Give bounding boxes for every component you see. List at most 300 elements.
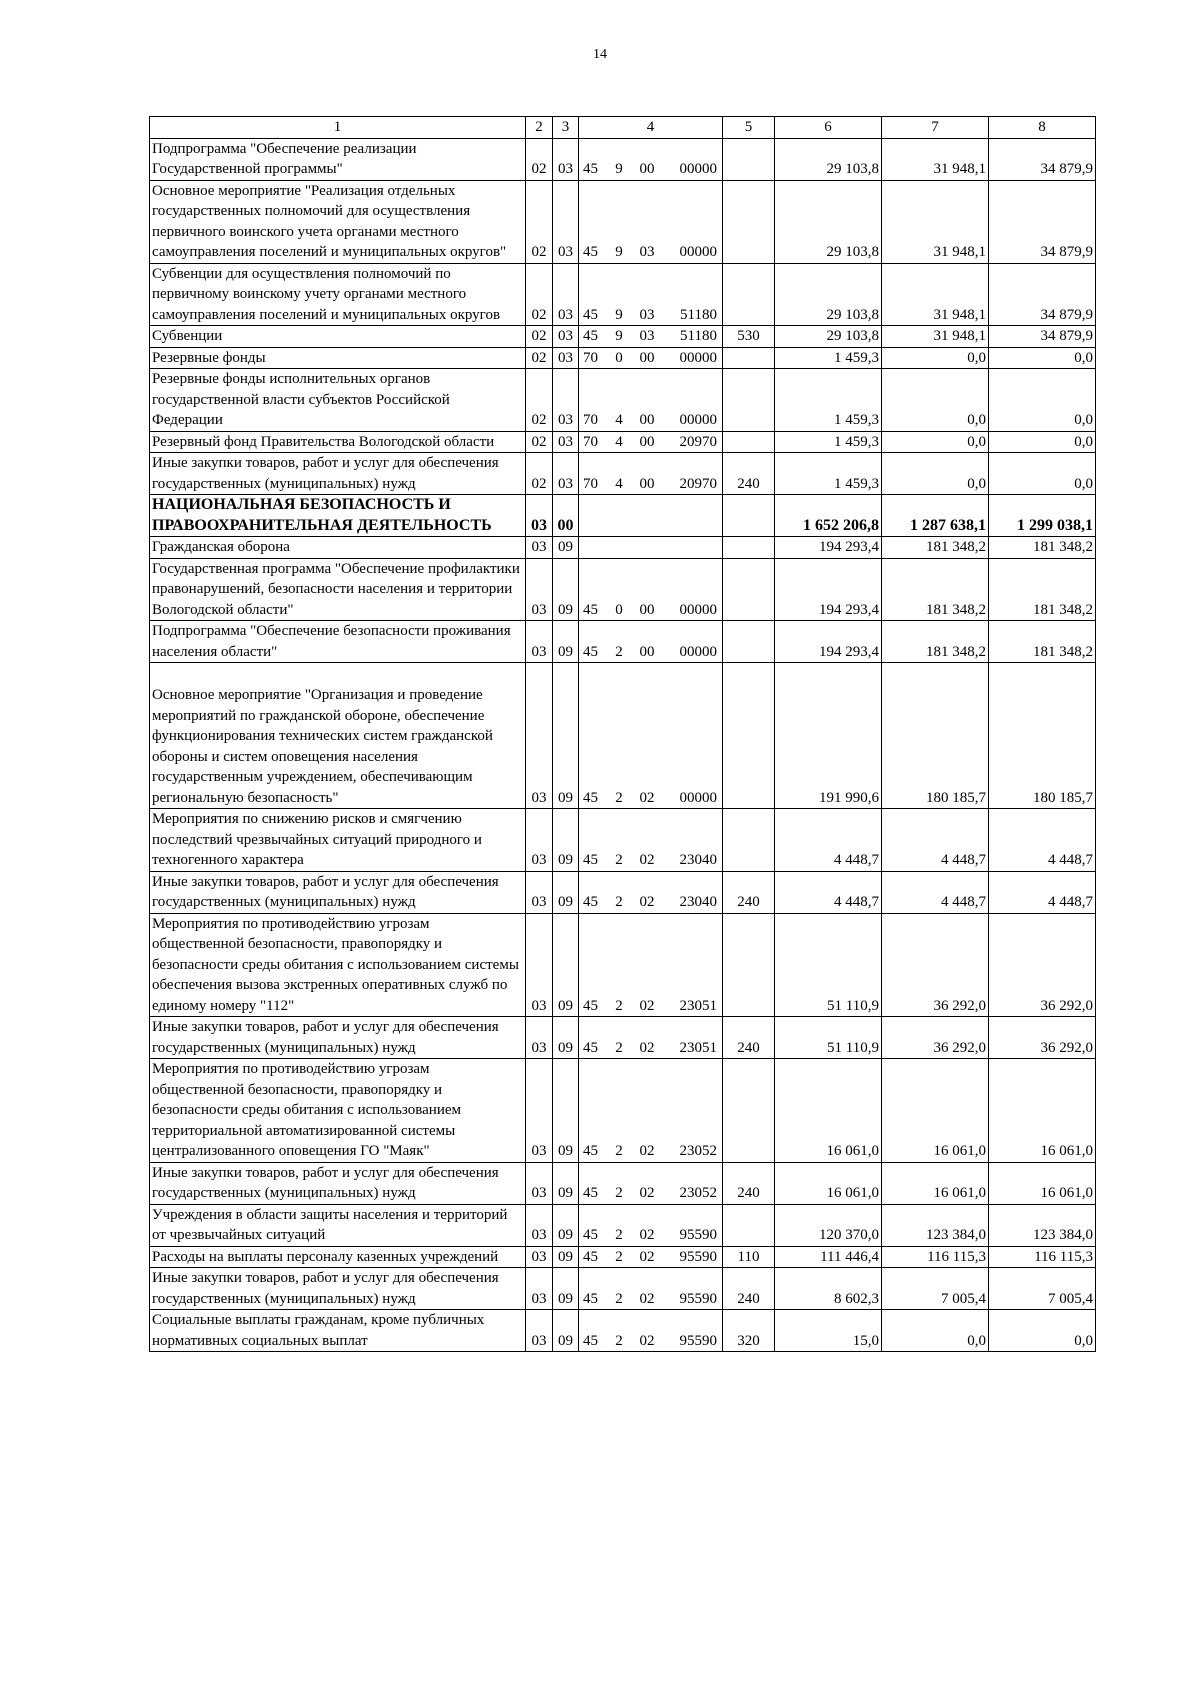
amount-year-1: 29 103,8 bbox=[775, 138, 882, 180]
amount-year-3: 36 292,0 bbox=[989, 1017, 1096, 1059]
section-code: 03 bbox=[526, 871, 553, 913]
header-cell: 4 bbox=[579, 117, 723, 139]
direction-code: 23040 bbox=[679, 894, 717, 910]
program-code: 45 bbox=[583, 328, 598, 344]
header-row bbox=[150, 117, 1096, 139]
event-code: 02 bbox=[639, 1227, 655, 1243]
amount-year-1: 194 293,4 bbox=[775, 537, 882, 559]
expense-type-code bbox=[723, 180, 775, 263]
program-code: 45 bbox=[583, 306, 598, 323]
event-code: 02 bbox=[639, 1185, 655, 1201]
subprogram-code: 4 bbox=[615, 475, 623, 492]
amount-year-3: 1 299 038,1 bbox=[989, 495, 1096, 537]
event-code: 02 bbox=[639, 1143, 655, 1159]
event-code: 00 bbox=[639, 475, 655, 492]
item-name: Социальные выплаты гражданам, кроме публичных нормативных социальных выплат bbox=[150, 1310, 526, 1352]
section-code: 03 bbox=[526, 913, 553, 1017]
subprogram-code: 9 bbox=[615, 244, 623, 260]
direction-code: 23051 bbox=[679, 1039, 717, 1056]
target-article-code bbox=[579, 180, 723, 263]
event-code: 02 bbox=[639, 1248, 655, 1265]
subsection-code: 03 bbox=[553, 369, 579, 432]
expense-type-code: 240 bbox=[723, 1268, 775, 1310]
target-article-code bbox=[579, 263, 723, 326]
table-row bbox=[150, 431, 1096, 453]
table-row bbox=[150, 1246, 1096, 1268]
target-article-code bbox=[579, 558, 723, 621]
amount-year-1: 29 103,8 bbox=[775, 180, 882, 263]
header-cell: 5 bbox=[723, 117, 775, 139]
section-code: 03 bbox=[526, 495, 553, 537]
event-code: 02 bbox=[639, 1332, 655, 1349]
program-code: 45 bbox=[583, 1185, 598, 1201]
subprogram-code: 0 bbox=[615, 601, 623, 618]
subsection-code: 09 bbox=[553, 871, 579, 913]
item-name: Иные закупки товаров, работ и услуг для обеспечения государственных (муниципальных) нужд bbox=[150, 1162, 526, 1204]
subsection-code: 03 bbox=[553, 180, 579, 263]
amount-year-2: 31 948,1 bbox=[882, 263, 989, 326]
amount-year-1: 1 459,3 bbox=[775, 369, 882, 432]
header-cell: 8 bbox=[989, 117, 1096, 139]
target-article-code bbox=[579, 1310, 723, 1352]
amount-year-1: 29 103,8 bbox=[775, 326, 882, 348]
section-code: 02 bbox=[526, 263, 553, 326]
target-article-code bbox=[579, 1204, 723, 1246]
item-name: Резервный фонд Правительства Вологодской области bbox=[150, 431, 526, 453]
item-name: НАЦИОНАЛЬНАЯ БЕЗОПАСНОСТЬ И ПРАВООХРАНИТЕЛЬНАЯ ДЕЯТЕЛЬНОСТЬ bbox=[150, 495, 526, 537]
expense-type-code: 240 bbox=[723, 871, 775, 913]
program-code: 70 bbox=[583, 349, 598, 366]
target-article-code bbox=[579, 369, 723, 432]
amount-year-1: 51 110,9 bbox=[775, 913, 882, 1017]
subsection-code: 09 bbox=[553, 621, 579, 663]
subprogram-code: 2 bbox=[615, 1227, 623, 1243]
direction-code: 23052 bbox=[679, 1185, 717, 1201]
amount-year-2: 4 448,7 bbox=[882, 809, 989, 872]
subsection-code: 09 bbox=[553, 1268, 579, 1310]
event-code: 02 bbox=[639, 789, 655, 806]
header-cell: 6 bbox=[775, 117, 882, 139]
item-name: Иные закупки товаров, работ и услуг для обеспечения государственных (муниципальных) нужд bbox=[150, 871, 526, 913]
subsection-code: 09 bbox=[553, 558, 579, 621]
table-row bbox=[150, 1268, 1096, 1310]
expense-type-code bbox=[723, 347, 775, 369]
subsection-code: 09 bbox=[553, 1059, 579, 1163]
amount-year-1: 8 602,3 bbox=[775, 1268, 882, 1310]
direction-code: 00000 bbox=[679, 244, 717, 260]
program-code: 45 bbox=[583, 894, 598, 910]
table-row bbox=[150, 1162, 1096, 1204]
amount-year-2: 36 292,0 bbox=[882, 913, 989, 1017]
direction-code: 95590 bbox=[679, 1227, 717, 1243]
direction-code: 20970 bbox=[679, 475, 717, 492]
expense-type-code bbox=[723, 663, 775, 809]
subprogram-code: 2 bbox=[615, 643, 623, 660]
subsection-code: 09 bbox=[553, 809, 579, 872]
program-code: 45 bbox=[583, 852, 598, 868]
direction-code: 51180 bbox=[680, 328, 717, 344]
direction-code: 20970 bbox=[679, 433, 717, 450]
subprogram-code: 2 bbox=[615, 1332, 623, 1349]
amount-year-3: 180 185,7 bbox=[989, 663, 1096, 809]
program-code: 45 bbox=[583, 1143, 598, 1159]
amount-year-2: 31 948,1 bbox=[882, 326, 989, 348]
program-code: 45 bbox=[583, 1332, 598, 1349]
target-article-code bbox=[579, 1059, 723, 1163]
table-row bbox=[150, 537, 1096, 559]
expense-type-code bbox=[723, 537, 775, 559]
amount-year-2: 181 348,2 bbox=[882, 621, 989, 663]
event-code: 02 bbox=[639, 1039, 655, 1056]
direction-code: 00000 bbox=[679, 161, 717, 177]
amount-year-3: 16 061,0 bbox=[989, 1162, 1096, 1204]
direction-code: 95590 bbox=[679, 1332, 717, 1349]
section-code: 02 bbox=[526, 180, 553, 263]
target-article-code bbox=[579, 621, 723, 663]
subsection-code: 03 bbox=[553, 326, 579, 348]
amount-year-2: 0,0 bbox=[882, 369, 989, 432]
section-code: 03 bbox=[526, 537, 553, 559]
amount-year-1: 1 652 206,8 bbox=[775, 495, 882, 537]
table-row bbox=[150, 809, 1096, 872]
event-code: 03 bbox=[639, 328, 655, 344]
target-article-code bbox=[579, 871, 723, 913]
amount-year-3: 34 879,9 bbox=[989, 263, 1096, 326]
target-article-code bbox=[579, 347, 723, 369]
program-code: 45 bbox=[583, 789, 598, 806]
subsection-code: 09 bbox=[553, 663, 579, 809]
subprogram-code: 2 bbox=[615, 1248, 623, 1265]
direction-code: 95590 bbox=[679, 1248, 717, 1265]
page-number: 14 bbox=[593, 47, 607, 62]
header-cell: 7 bbox=[882, 117, 989, 139]
table-row bbox=[150, 1204, 1096, 1246]
event-code: 03 bbox=[639, 306, 655, 323]
amount-year-3: 0,0 bbox=[989, 1310, 1096, 1352]
amount-year-2: 16 061,0 bbox=[882, 1162, 989, 1204]
amount-year-2: 181 348,2 bbox=[882, 558, 989, 621]
section-code: 02 bbox=[526, 431, 553, 453]
direction-code: 23040 bbox=[679, 852, 717, 868]
item-name: Основное мероприятие "Реализация отдельных государственных полномочий для осуществления первичного воинского учета органами местного самоуправления поселений и муниципальных округов" bbox=[150, 180, 526, 263]
amount-year-3: 123 384,0 bbox=[989, 1204, 1096, 1246]
table-row bbox=[150, 663, 1096, 809]
amount-year-2: 0,0 bbox=[882, 347, 989, 369]
target-article-code bbox=[579, 431, 723, 453]
section-code: 03 bbox=[526, 558, 553, 621]
item-name: Субвенции bbox=[150, 326, 526, 348]
direction-code: 23052 bbox=[679, 1143, 717, 1159]
direction-code: 23051 bbox=[679, 997, 717, 1014]
item-name: Иные закупки товаров, работ и услуг для обеспечения государственных (муниципальных) нужд bbox=[150, 1268, 526, 1310]
item-name: Резервные фонды исполнительных органов государственной власти субъектов Российской Федерации bbox=[150, 369, 526, 432]
section-code: 03 bbox=[526, 621, 553, 663]
amount-year-3: 0,0 bbox=[989, 431, 1096, 453]
event-code: 02 bbox=[639, 997, 655, 1014]
direction-code: 00000 bbox=[679, 789, 717, 806]
subprogram-code: 2 bbox=[615, 894, 623, 910]
item-name: Учреждения в области защиты населения и территорий от чрезвычайных ситуаций bbox=[150, 1204, 526, 1246]
table-row bbox=[150, 453, 1096, 495]
subsection-code: 03 bbox=[553, 138, 579, 180]
amount-year-1: 194 293,4 bbox=[775, 621, 882, 663]
subprogram-code: 9 bbox=[615, 306, 623, 323]
subprogram-code: 2 bbox=[615, 997, 623, 1014]
amount-year-2: 31 948,1 bbox=[882, 138, 989, 180]
item-name: Гражданская оборона bbox=[150, 537, 526, 559]
amount-year-1: 1 459,3 bbox=[775, 453, 882, 495]
target-article-code bbox=[579, 1162, 723, 1204]
subsection-code: 09 bbox=[553, 913, 579, 1017]
amount-year-1: 4 448,7 bbox=[775, 871, 882, 913]
table-row bbox=[150, 138, 1096, 180]
section-code: 02 bbox=[526, 138, 553, 180]
amount-year-3: 181 348,2 bbox=[989, 621, 1096, 663]
amount-year-3: 4 448,7 bbox=[989, 871, 1096, 913]
target-article-code bbox=[579, 663, 723, 809]
amount-year-2: 180 185,7 bbox=[882, 663, 989, 809]
amount-year-2: 4 448,7 bbox=[882, 871, 989, 913]
amount-year-1: 15,0 bbox=[775, 1310, 882, 1352]
subprogram-code: 2 bbox=[615, 789, 623, 806]
expense-type-code bbox=[723, 1204, 775, 1246]
table-row bbox=[150, 180, 1096, 263]
program-code: 45 bbox=[583, 1039, 598, 1056]
subsection-code: 09 bbox=[553, 1162, 579, 1204]
amount-year-3: 16 061,0 bbox=[989, 1059, 1096, 1163]
amount-year-1: 120 370,0 bbox=[775, 1204, 882, 1246]
section-code: 03 bbox=[526, 1246, 553, 1268]
direction-code: 00000 bbox=[679, 349, 717, 366]
target-article-code bbox=[579, 809, 723, 872]
subsection-code: 03 bbox=[553, 347, 579, 369]
program-code: 45 bbox=[583, 997, 598, 1014]
amount-year-3: 0,0 bbox=[989, 369, 1096, 432]
subprogram-code: 9 bbox=[615, 161, 623, 177]
expense-type-code: 320 bbox=[723, 1310, 775, 1352]
target-article-code bbox=[579, 1268, 723, 1310]
item-name: Субвенции для осуществления полномочий по первичному воинскому учету органами местного самоуправления поселений и муниципальных округов bbox=[150, 263, 526, 326]
item-name: Основное мероприятие "Организация и проведение мероприятий по гражданской обороне, обеспечение функционирования технических систем гражданской обороны и систем оповещения населения государственным учреждением, обеспечивающим региональную безопасность" bbox=[150, 663, 526, 809]
amount-year-3: 0,0 bbox=[989, 453, 1096, 495]
target-article-code bbox=[579, 495, 723, 537]
table-row bbox=[150, 369, 1096, 432]
amount-year-2: 1 287 638,1 bbox=[882, 495, 989, 537]
amount-year-3: 7 005,4 bbox=[989, 1268, 1096, 1310]
item-name: Подпрограмма "Обеспечение реализации Государственной программы" bbox=[150, 138, 526, 180]
section-code: 03 bbox=[526, 1268, 553, 1310]
amount-year-2: 16 061,0 bbox=[882, 1059, 989, 1163]
section-code: 02 bbox=[526, 453, 553, 495]
amount-year-2: 123 384,0 bbox=[882, 1204, 989, 1246]
table-row bbox=[150, 871, 1096, 913]
expense-type-code bbox=[723, 558, 775, 621]
table-row bbox=[150, 558, 1096, 621]
item-name: Расходы на выплаты персоналу казенных учреждений bbox=[150, 1246, 526, 1268]
amount-year-1: 4 448,7 bbox=[775, 809, 882, 872]
event-code: 00 bbox=[639, 643, 655, 660]
target-article-code bbox=[579, 1017, 723, 1059]
section-code: 03 bbox=[526, 1310, 553, 1352]
amount-year-2: 0,0 bbox=[882, 431, 989, 453]
amount-year-3: 181 348,2 bbox=[989, 537, 1096, 559]
amount-year-3: 116 115,3 bbox=[989, 1246, 1096, 1268]
program-code: 70 bbox=[583, 475, 598, 492]
subprogram-code: 0 bbox=[615, 349, 623, 366]
target-article-code bbox=[579, 1246, 723, 1268]
subsection-code: 09 bbox=[553, 1246, 579, 1268]
expense-type-code bbox=[723, 809, 775, 872]
event-code: 03 bbox=[639, 244, 655, 260]
amount-year-2: 181 348,2 bbox=[882, 537, 989, 559]
table-row bbox=[150, 1017, 1096, 1059]
event-code: 02 bbox=[639, 852, 655, 868]
expense-type-code: 240 bbox=[723, 1017, 775, 1059]
subprogram-code: 2 bbox=[615, 1185, 623, 1201]
subsection-code: 03 bbox=[553, 431, 579, 453]
amount-year-2: 0,0 bbox=[882, 453, 989, 495]
item-name: Иные закупки товаров, работ и услуг для обеспечения государственных (муниципальных) нужд bbox=[150, 1017, 526, 1059]
subprogram-code: 4 bbox=[615, 412, 623, 428]
budget-table bbox=[149, 116, 1096, 1352]
program-code: 45 bbox=[583, 1227, 598, 1243]
table-body bbox=[150, 138, 1096, 1352]
amount-year-1: 16 061,0 bbox=[775, 1059, 882, 1163]
section-code: 03 bbox=[526, 1204, 553, 1246]
program-code: 45 bbox=[583, 161, 598, 177]
item-name: Государственная программа "Обеспечение профилактики правонарушений, безопасности населения и территории Вологодской области" bbox=[150, 558, 526, 621]
event-code: 00 bbox=[639, 349, 655, 366]
direction-code: 51180 bbox=[680, 306, 717, 323]
amount-year-1: 1 459,3 bbox=[775, 347, 882, 369]
program-code: 45 bbox=[583, 244, 598, 260]
expense-type-code bbox=[723, 1059, 775, 1163]
program-code: 45 bbox=[583, 1248, 598, 1265]
section-code: 03 bbox=[526, 809, 553, 872]
amount-year-1: 1 459,3 bbox=[775, 431, 882, 453]
program-code: 45 bbox=[583, 601, 598, 618]
header-cell: 2 bbox=[526, 117, 553, 139]
subsection-code: 09 bbox=[553, 1204, 579, 1246]
amount-year-2: 31 948,1 bbox=[882, 180, 989, 263]
direction-code: 00000 bbox=[679, 412, 717, 428]
program-code: 70 bbox=[583, 412, 598, 428]
expense-type-code: 530 bbox=[723, 326, 775, 348]
target-article-code bbox=[579, 138, 723, 180]
event-code: 00 bbox=[639, 433, 655, 450]
program-code: 45 bbox=[583, 643, 598, 660]
amount-year-2: 7 005,4 bbox=[882, 1268, 989, 1310]
amount-year-3: 4 448,7 bbox=[989, 809, 1096, 872]
amount-year-2: 116 115,3 bbox=[882, 1246, 989, 1268]
section-code: 03 bbox=[526, 1162, 553, 1204]
subprogram-code: 9 bbox=[615, 328, 623, 344]
event-code: 00 bbox=[639, 161, 655, 177]
expense-type-code: 110 bbox=[723, 1246, 775, 1268]
table-row bbox=[150, 326, 1096, 348]
section-code: 03 bbox=[526, 1017, 553, 1059]
target-article-code bbox=[579, 537, 723, 559]
target-article-code bbox=[579, 913, 723, 1017]
amount-year-3: 181 348,2 bbox=[989, 558, 1096, 621]
subsection-code: 00 bbox=[553, 495, 579, 537]
table-row bbox=[150, 495, 1096, 537]
table-row bbox=[150, 347, 1096, 369]
amount-year-3: 0,0 bbox=[989, 347, 1096, 369]
subprogram-code: 2 bbox=[615, 1143, 623, 1159]
amount-year-2: 0,0 bbox=[882, 1310, 989, 1352]
amount-year-3: 34 879,9 bbox=[989, 138, 1096, 180]
expense-type-code bbox=[723, 263, 775, 326]
subprogram-code: 4 bbox=[615, 433, 623, 450]
section-code: 02 bbox=[526, 326, 553, 348]
amount-year-1: 16 061,0 bbox=[775, 1162, 882, 1204]
amount-year-3: 34 879,9 bbox=[989, 326, 1096, 348]
item-name: Мероприятия по противодействию угрозам общественной безопасности, правопорядку и безопасности среды обитания с использованием системы обеспечения вызова экстренных оперативных служб по единому номеру "112" bbox=[150, 913, 526, 1017]
header-cell: 1 bbox=[150, 117, 526, 139]
table-row bbox=[150, 1310, 1096, 1352]
amount-year-1: 29 103,8 bbox=[775, 263, 882, 326]
amount-year-1: 194 293,4 bbox=[775, 558, 882, 621]
direction-code: 95590 bbox=[679, 1290, 717, 1307]
amount-year-3: 34 879,9 bbox=[989, 180, 1096, 263]
subsection-code: 03 bbox=[553, 453, 579, 495]
expense-type-code bbox=[723, 621, 775, 663]
table-row bbox=[150, 621, 1096, 663]
expense-type-code: 240 bbox=[723, 453, 775, 495]
table-row bbox=[150, 913, 1096, 1017]
target-article-code bbox=[579, 326, 723, 348]
subprogram-code: 2 bbox=[615, 852, 623, 868]
amount-year-1: 191 990,6 bbox=[775, 663, 882, 809]
program-code: 45 bbox=[583, 1290, 598, 1307]
header-cell: 3 bbox=[553, 117, 579, 139]
expense-type-code bbox=[723, 138, 775, 180]
amount-year-3: 36 292,0 bbox=[989, 913, 1096, 1017]
section-code: 03 bbox=[526, 1059, 553, 1163]
expense-type-code bbox=[723, 431, 775, 453]
amount-year-2: 36 292,0 bbox=[882, 1017, 989, 1059]
subsection-code: 09 bbox=[553, 537, 579, 559]
subprogram-code: 2 bbox=[615, 1039, 623, 1056]
item-name: Иные закупки товаров, работ и услуг для обеспечения государственных (муниципальных) нужд bbox=[150, 453, 526, 495]
subsection-code: 03 bbox=[553, 263, 579, 326]
section-code: 03 bbox=[526, 663, 553, 809]
direction-code: 00000 bbox=[679, 601, 717, 618]
expense-type-code bbox=[723, 495, 775, 537]
table-row bbox=[150, 1059, 1096, 1163]
event-code: 02 bbox=[639, 1290, 655, 1307]
item-name: Подпрограмма "Обеспечение безопасности проживания населения области" bbox=[150, 621, 526, 663]
expense-type-code: 240 bbox=[723, 1162, 775, 1204]
expense-type-code bbox=[723, 369, 775, 432]
event-code: 02 bbox=[639, 894, 655, 910]
event-code: 00 bbox=[639, 412, 655, 428]
table-row bbox=[150, 263, 1096, 326]
subprogram-code: 2 bbox=[615, 1290, 623, 1307]
event-code: 00 bbox=[639, 601, 655, 618]
amount-year-1: 51 110,9 bbox=[775, 1017, 882, 1059]
section-code: 02 bbox=[526, 369, 553, 432]
item-name: Резервные фонды bbox=[150, 347, 526, 369]
subsection-code: 09 bbox=[553, 1310, 579, 1352]
item-name: Мероприятия по противодействию угрозам общественной безопасности, правопорядку и безопасности среды обитания с использованием территориальной автоматизированной системы централизованного оповещения ГО "Маяк" bbox=[150, 1059, 526, 1163]
expense-type-code bbox=[723, 913, 775, 1017]
section-code: 02 bbox=[526, 347, 553, 369]
target-article-code bbox=[579, 453, 723, 495]
direction-code: 00000 bbox=[679, 643, 717, 660]
amount-year-1: 111 446,4 bbox=[775, 1246, 882, 1268]
